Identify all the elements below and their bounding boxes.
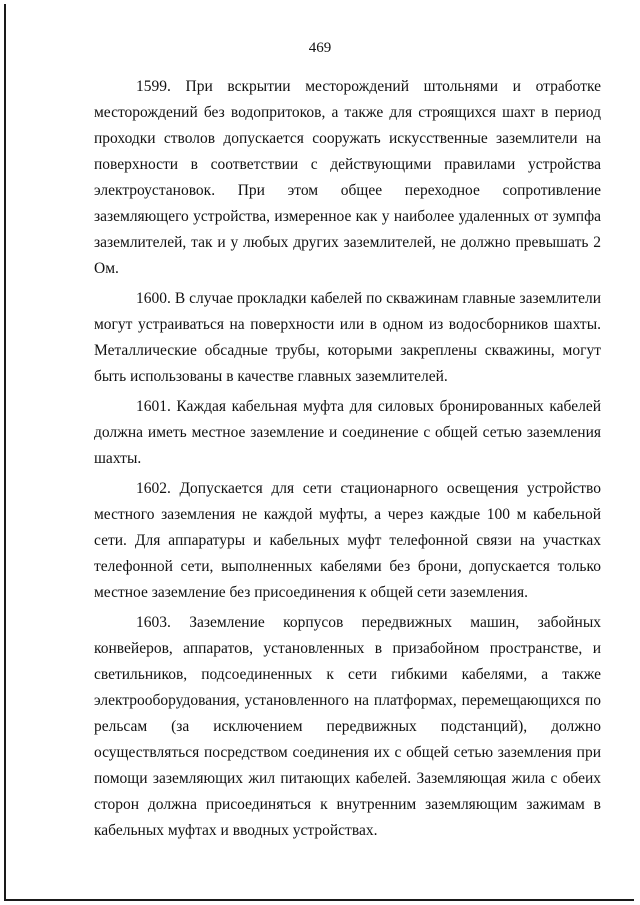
paragraph-1603: 1603. Заземление корпусов передвижных машин, забойных конвейеров, аппаратов, установленных в призабойном пространстве, и светильников, подсоединенных к сети гибкими кабелями, а также электрооборудования, установленного на платформах, перемещающихся по рельсам (за исключением передвижных подстанций), должно осуществляться посредством соединения их с общей сетью заземления при помощи заземляющих жил питающих кабелей. Заземляющая жила с обеих сторон должна присоединяться к внутренним заземляющим зажимам в кабельных муфтах и вводных устройствах.	[94, 614, 601, 839]
paragraph-1599: 1599. При вскрытии месторождений штольнями и отработке месторождений без водопритоков, а также для строящихся шахт в период проходки стволов допускается сооружать искусственные заземлители на поверхности в соответствии с действующими правилами устройства электроустановок. При этом общее переходное сопротивление заземляющего устройства, измеренное как у наиболее удаленных от зумпфа заземлителей, так и у любых других заземлителей, не должно превышать 2 Ом.	[94, 78, 601, 277]
page-number: 469	[308, 40, 332, 56]
document-page	[4, 4, 634, 901]
paragraph-1601: 1601. Каждая кабельная муфта для силовых бронированных кабелей должна иметь местное заземление и соединение с общей сетью заземления шахты.	[94, 398, 601, 467]
paragraph-1600: 1600. В случае прокладки кабелей по скважинам главные заземлители могут устраиваться на поверхности или в одном из водосборников шахты. Металлические обсадные трубы, которыми закреплены скважины, могут быть использованы в качестве главных заземлителей.	[94, 290, 601, 385]
paragraph-1602: 1602. Допускается для сети стационарного освещения устройство местного заземления не каждой муфты, а через каждые 100 м кабельной сети. Для аппаратуры и кабельных муфт телефонной связи на участках телефонной сети, выполненных кабелями без брони, допускается только местное заземление без присоединения к общей сети заземления.	[94, 480, 601, 601]
document-body	[94, 74, 601, 848]
